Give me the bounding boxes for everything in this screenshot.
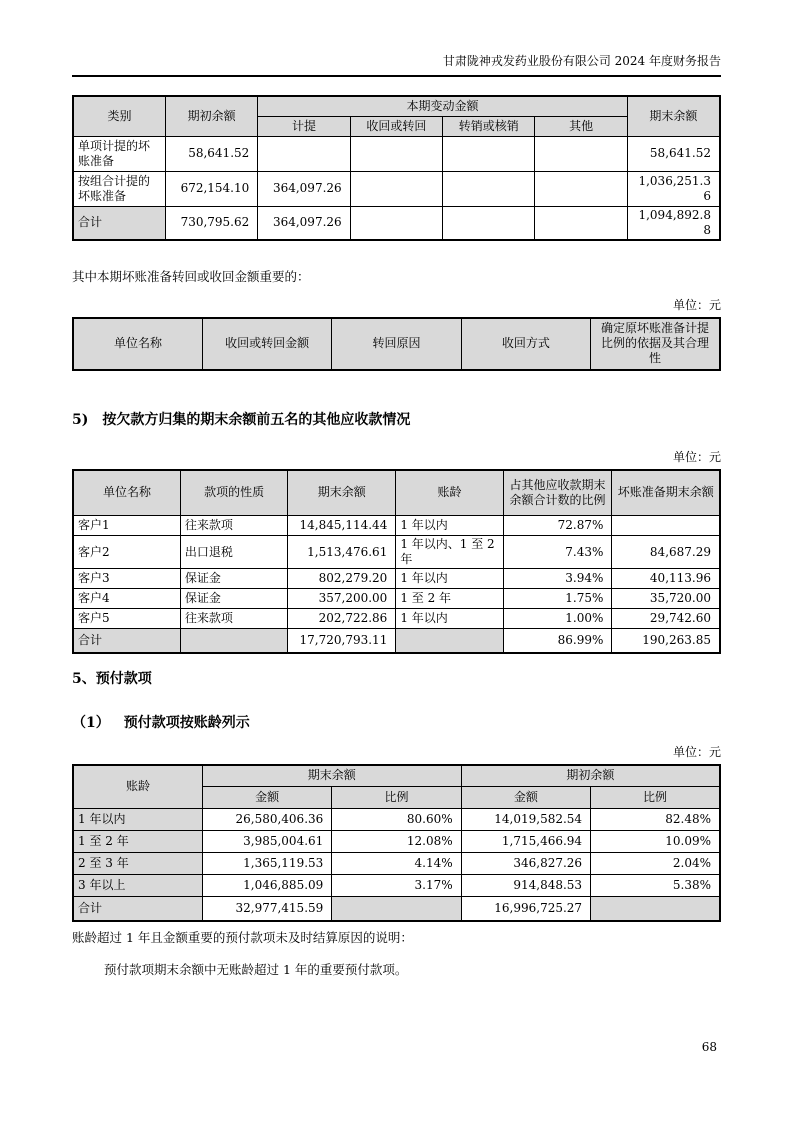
nature-cell: 往来款项 (180, 516, 287, 536)
table-row (73, 569, 720, 589)
customer-name: 客户2 (73, 536, 180, 569)
nature-cell: 往来款项 (180, 609, 287, 629)
ratio-cell: 3.94% (503, 569, 612, 589)
table-row (73, 171, 720, 206)
col-header-unit-name: 单位名称 (73, 470, 180, 516)
nature-cell: 出口退税 (180, 536, 287, 569)
amount-cell: 1,513,476.61 (288, 536, 396, 569)
ratio-cell: 1.75% (503, 589, 612, 609)
amount-cell (535, 171, 627, 206)
col-header-amount: 金额 (461, 787, 590, 809)
amount-cell: 1,036,251.36 (627, 171, 720, 206)
amount-cell: 346,827.26 (461, 853, 590, 875)
table-total-row (73, 629, 720, 653)
section-number: 5、 (72, 670, 96, 687)
ratio-cell: 7.43% (503, 536, 612, 569)
table-row (73, 589, 720, 609)
amount-cell: 1,715,466.94 (461, 831, 590, 853)
prepay-note-body: 预付款项期末余额中无账龄超过 1 年的重要预付款项。 (104, 961, 408, 977)
unit-label: 单位：元 (672, 449, 721, 464)
table-row (73, 831, 720, 853)
col-header-bad-debt-closing: 坏账准备期末余额 (612, 470, 720, 516)
section-title: 按欠款方归集的期末余额前五名的其他应收款情况 (102, 411, 411, 428)
row-label-total: 合计 (73, 897, 202, 921)
amount-cell (350, 136, 442, 171)
customer-name: 客户4 (73, 589, 180, 609)
ratio-cell: 80.60% (332, 809, 461, 831)
section-number: 5) (72, 411, 89, 428)
recover-table (72, 317, 721, 371)
col-header-category: 类别 (73, 96, 165, 136)
amount-cell: 1,094,892.88 (627, 206, 720, 240)
ratio-cell (332, 897, 461, 921)
table-row (73, 136, 720, 171)
table-row (73, 875, 720, 897)
table-row (73, 536, 720, 569)
amount-cell: 364,097.26 (258, 206, 350, 240)
customer-name: 客户5 (73, 609, 180, 629)
table-row (73, 853, 720, 875)
section-heading-prepay-aging (72, 714, 721, 732)
col-header-closing-group: 期末余额 (202, 765, 461, 787)
col-header-nature: 款项的性质 (180, 470, 287, 516)
prepay-note-title: 账龄超过 1 年且金额重要的预付款项未及时结算原因的说明： (72, 929, 413, 945)
amount-cell: 357,200.00 (288, 589, 396, 609)
amount-cell: 202,722.86 (288, 609, 396, 629)
bad-debt-provision-table (72, 95, 721, 241)
table-row (73, 809, 720, 831)
amount-cell: 14,019,582.54 (461, 809, 590, 831)
col-header-accrual: 计提 (258, 116, 350, 136)
amount-cell (350, 206, 442, 240)
amount-cell: 26,580,406.36 (202, 809, 331, 831)
col-header-ratio: 比例 (591, 787, 720, 809)
aging-cell: 1 年以内、1 至 2 年 (396, 536, 503, 569)
unit-label: 单位：元 (672, 297, 721, 312)
amount-cell (350, 171, 442, 206)
page-header (72, 52, 721, 77)
amount-cell: 17,720,793.11 (288, 629, 396, 653)
table-row (73, 516, 720, 536)
col-header-recover-method: 收回方式 (461, 318, 590, 370)
prepayment-aging-table (72, 764, 721, 922)
amount-cell (258, 136, 350, 171)
section-heading-top5 (72, 411, 721, 429)
amount-cell: 58,641.52 (627, 136, 720, 171)
aging-cell: 1 至 2 年 (396, 589, 503, 609)
aging-label: 1 年以内 (73, 809, 202, 831)
amount-cell (535, 136, 627, 171)
nature-cell: 保证金 (180, 589, 287, 609)
ratio-cell: 12.08% (332, 831, 461, 853)
ratio-cell: 3.17% (332, 875, 461, 897)
aging-label: 1 至 2 年 (73, 831, 202, 853)
customer-name: 客户1 (73, 516, 180, 536)
amount-cell: 802,279.20 (288, 569, 396, 589)
col-header-unit-name: 单位名称 (73, 318, 202, 370)
col-header-proportion: 占其他应收款期末余额合计数的比例 (503, 470, 612, 516)
page-number: 68 (701, 1040, 717, 1054)
amount-cell: 58,641.52 (165, 136, 257, 171)
amount-cell: 364,097.26 (258, 171, 350, 206)
ratio-cell (591, 897, 720, 921)
amount-cell (535, 206, 627, 240)
ratio-cell: 1.00% (503, 609, 612, 629)
aging-cell: 1 年以内 (396, 516, 503, 536)
amount-cell: 1,046,885.09 (202, 875, 331, 897)
customer-name: 客户3 (73, 569, 180, 589)
ratio-cell: 5.38% (591, 875, 720, 897)
col-header-opening-group: 期初余额 (461, 765, 720, 787)
col-header-recover-amount: 收回或转回金额 (202, 318, 331, 370)
amount-cell: 40,113.96 (612, 569, 720, 589)
aging-cell: 1 年以内 (396, 569, 503, 589)
amount-cell: 29,742.60 (612, 609, 720, 629)
col-header-recover: 收回或转回 (350, 116, 442, 136)
aging-cell (396, 629, 503, 653)
nature-cell: 保证金 (180, 569, 287, 589)
col-header-amount: 金额 (202, 787, 331, 809)
amount-cell: 32,977,415.59 (202, 897, 331, 921)
amount-cell: 1,365,119.53 (202, 853, 331, 875)
row-label-total: 合计 (73, 629, 180, 653)
row-label: 按组合计提的坏账准备 (73, 171, 165, 206)
col-header-change-group: 本期变动金额 (258, 96, 628, 116)
ratio-cell: 4.14% (332, 853, 461, 875)
amount-cell: 3,985,004.61 (202, 831, 331, 853)
aging-cell: 1 年以内 (396, 609, 503, 629)
ratio-cell: 72.87% (503, 516, 612, 536)
amount-cell: 14,845,114.44 (288, 516, 396, 536)
table-total-row (73, 897, 720, 921)
col-header-other: 其他 (535, 116, 627, 136)
amount-cell: 35,720.00 (612, 589, 720, 609)
section-number: （1） (72, 714, 110, 731)
amount-cell (612, 516, 720, 536)
ratio-cell: 82.48% (591, 809, 720, 831)
section-heading-prepayments (72, 670, 721, 688)
amount-cell: 16,996,725.27 (461, 897, 590, 921)
amount-cell: 672,154.10 (165, 171, 257, 206)
nature-cell (180, 629, 287, 653)
unit-label: 单位：元 (672, 744, 721, 759)
col-header-closing-balance: 期末余额 (288, 470, 396, 516)
col-header-aging: 账龄 (73, 765, 202, 809)
top5-receivables-table (72, 469, 721, 654)
col-header-opening: 期初余额 (165, 96, 257, 136)
aging-label: 2 至 3 年 (73, 853, 202, 875)
amount-cell (443, 136, 535, 171)
amount-cell: 190,263.85 (612, 629, 720, 653)
amount-cell: 84,687.29 (612, 536, 720, 569)
ratio-cell: 86.99% (503, 629, 612, 653)
section-title: 预付款项按账龄列示 (123, 714, 250, 731)
amount-cell (443, 171, 535, 206)
table-total-row (73, 206, 720, 240)
page-header-title: 甘肃陇神戎发药业股份有限公司 2024 年度财务报告 (442, 54, 721, 68)
amount-cell: 914,848.53 (461, 875, 590, 897)
col-header-reverse-reason: 转回原因 (332, 318, 461, 370)
col-header-ratio: 比例 (332, 787, 461, 809)
row-label: 单项计提的坏账准备 (73, 136, 165, 171)
recover-note: 其中本期坏账准备转回或收回金额重要的： (72, 268, 310, 284)
ratio-cell: 2.04% (591, 853, 720, 875)
row-label-total: 合计 (73, 206, 165, 240)
col-header-closing: 期末余额 (627, 96, 720, 136)
section-title: 预付款项 (95, 670, 152, 687)
amount-cell (443, 206, 535, 240)
col-header-writeoff: 转销或核销 (443, 116, 535, 136)
col-header-basis: 确定原坏账准备计提比例的依据及其合理性 (591, 318, 720, 370)
aging-label: 3 年以上 (73, 875, 202, 897)
amount-cell: 730,795.62 (165, 206, 257, 240)
col-header-aging: 账龄 (396, 470, 503, 516)
ratio-cell: 10.09% (591, 831, 720, 853)
table-row (73, 609, 720, 629)
